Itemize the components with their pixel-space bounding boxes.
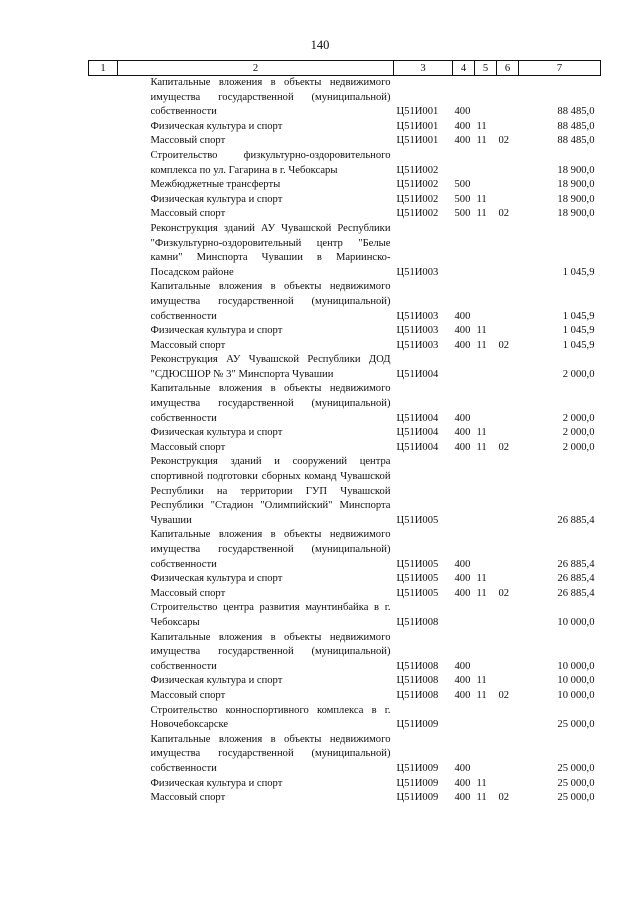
row-number-cell <box>89 733 118 777</box>
row-number-cell <box>89 382 118 426</box>
target-code-cell: Ц51И004 <box>396 412 439 424</box>
row-number-cell <box>89 280 118 324</box>
table-row <box>89 572 601 587</box>
section-cell <box>475 631 497 675</box>
row-number-cell <box>89 339 118 354</box>
item-name-cell: Капитальные вложения в объекты недвижимого имущества государственной (муниципальной) собственности <box>150 733 391 774</box>
item-name-cell: Физическая культура и спорт <box>150 325 283 337</box>
item-name-cell: Массовый спорт <box>150 792 226 804</box>
target-code-cell: Ц51И009 <box>396 762 439 774</box>
section-cell: 11 <box>476 587 487 599</box>
row-number-cell <box>89 178 118 193</box>
table-row <box>89 149 601 178</box>
section-cell: 11 <box>476 339 487 351</box>
item-name-cell: Строительство конноспортивного комплекса в г. Новочебоксарске <box>150 704 391 731</box>
row-number-cell <box>89 324 118 339</box>
subsection-cell <box>497 222 519 280</box>
expense-type-cell: 400 <box>454 310 471 322</box>
item-name-cell: Межбюджетные трансферты <box>150 179 281 191</box>
amount-cell: 10 000,0 <box>557 689 595 701</box>
expense-type-cell: 400 <box>454 675 471 687</box>
expense-type-cell <box>453 149 475 178</box>
table-row <box>89 441 601 456</box>
target-code-cell: Ц51И003 <box>396 325 439 337</box>
target-code-cell: Ц51И003 <box>396 339 439 351</box>
table-row <box>89 76 601 120</box>
subsection-cell <box>497 704 519 733</box>
section-cell <box>475 528 497 572</box>
expense-type-cell: 400 <box>454 325 471 337</box>
row-number-cell <box>89 674 118 689</box>
item-name-cell: Массовый спорт <box>150 441 226 453</box>
section-cell: 11 <box>476 135 487 147</box>
table-body <box>89 76 601 806</box>
amount-cell: 26 885,4 <box>557 558 595 570</box>
col-header-2: 2 <box>118 61 394 76</box>
amount-cell: 18 900,0 <box>557 208 595 220</box>
subsection-cell <box>497 353 519 382</box>
section-cell <box>475 704 497 733</box>
item-name-cell: Физическая культура и спорт <box>150 193 283 205</box>
expense-type-cell: 500 <box>454 179 471 191</box>
expense-type-cell: 400 <box>454 792 471 804</box>
section-cell <box>475 353 497 382</box>
amount-cell: 88 485,0 <box>557 120 595 132</box>
item-name-cell: Физическая культура и спорт <box>150 120 283 132</box>
subsection-cell <box>497 178 519 193</box>
row-number-cell <box>89 353 118 382</box>
target-code-cell: Ц51И004 <box>396 441 439 453</box>
subsection-cell <box>497 733 519 777</box>
table-row <box>89 631 601 675</box>
section-cell: 11 <box>476 120 487 132</box>
section-cell <box>475 733 497 777</box>
row-number-cell <box>89 134 118 149</box>
item-name-cell: Массовый спорт <box>150 587 226 599</box>
item-name-cell: Физическая культура и спорт <box>150 777 283 789</box>
item-name-cell: Строительство центра развития маунтинбайка в г. Чебоксары <box>150 602 391 628</box>
expense-type-cell: 400 <box>454 120 471 132</box>
row-number-cell <box>89 601 118 630</box>
item-name-cell: Капитальные вложения в объекты недвижимого имущества государственной (муниципальной) собственности <box>150 281 391 322</box>
amount-cell: 1 045,9 <box>562 339 595 351</box>
table-row <box>89 587 601 602</box>
expense-type-cell: 400 <box>454 339 471 351</box>
row-number-cell <box>89 704 118 733</box>
item-name-cell: Капитальные вложения в объекты недвижимого имущества государственной (муниципальной) собственности <box>150 631 391 672</box>
expense-type-cell: 400 <box>454 427 471 439</box>
target-code-cell: Ц51И004 <box>396 368 439 380</box>
amount-cell: 25 000,0 <box>557 719 595 731</box>
item-name-cell: Реконструкция зданий АУ Чувашской Республики "Физкультурно-оздоровительный центр "Белые камни" Минспорта Чувашии в Мариинско-Посадском районе <box>150 222 391 278</box>
expense-type-cell: 400 <box>454 106 471 118</box>
target-code-cell: Ц51И008 <box>396 689 439 701</box>
subsection-cell: 02 <box>498 339 510 351</box>
item-name-cell: Массовый спорт <box>150 339 226 351</box>
amount-cell: 1 045,9 <box>562 266 595 278</box>
section-cell <box>475 76 497 120</box>
expense-type-cell: 400 <box>454 412 471 424</box>
amount-cell: 2 000,0 <box>562 368 595 380</box>
table-row <box>89 777 601 792</box>
expense-type-cell: 500 <box>454 193 471 205</box>
target-code-cell: Ц51И002 <box>396 208 439 220</box>
col-header-3: 3 <box>394 61 453 76</box>
row-number-cell <box>89 426 118 441</box>
subsection-cell <box>497 120 519 135</box>
row-number-cell <box>89 222 118 280</box>
table-row <box>89 353 601 382</box>
table-row <box>89 222 601 280</box>
target-code-cell: Ц51И002 <box>396 179 439 191</box>
subsection-cell <box>497 572 519 587</box>
amount-cell: 25 000,0 <box>557 762 595 774</box>
amount-cell: 1 045,9 <box>562 325 595 337</box>
amount-cell: 2 000,0 <box>562 412 595 424</box>
table-row <box>89 207 601 222</box>
subsection-cell: 02 <box>498 441 510 453</box>
target-code-cell: Ц51И003 <box>396 266 439 278</box>
section-cell: 11 <box>476 193 487 205</box>
row-number-cell <box>89 631 118 675</box>
subsection-cell: 02 <box>498 792 510 804</box>
expense-type-cell <box>453 601 475 630</box>
table-row <box>89 791 601 806</box>
item-name-cell: Капитальные вложения в объекты недвижимого имущества государственной (муниципальной) собственности <box>150 383 391 424</box>
section-cell <box>475 178 497 193</box>
item-name-cell: Физическая культура и спорт <box>150 675 283 687</box>
section-cell: 11 <box>476 441 487 453</box>
expense-type-cell: 400 <box>454 135 471 147</box>
subsection-cell <box>497 426 519 441</box>
subsection-cell <box>497 76 519 120</box>
expense-type-cell: 400 <box>454 558 471 570</box>
item-name-cell: Массовый спорт <box>150 208 226 220</box>
section-cell: 11 <box>476 325 487 337</box>
section-cell <box>475 455 497 528</box>
table-row <box>89 339 601 354</box>
amount-cell: 1 045,9 <box>562 310 595 322</box>
expense-type-cell: 500 <box>454 208 471 220</box>
row-number-cell <box>89 572 118 587</box>
section-cell: 11 <box>476 573 487 585</box>
amount-cell: 25 000,0 <box>557 777 595 789</box>
target-code-cell: Ц51И009 <box>396 777 439 789</box>
row-number-cell <box>89 441 118 456</box>
expense-type-cell: 400 <box>454 777 471 789</box>
target-code-cell: Ц51И008 <box>396 675 439 687</box>
target-code-cell: Ц51И005 <box>396 573 439 585</box>
expense-type-cell: 400 <box>454 660 471 672</box>
subsection-cell <box>497 777 519 792</box>
section-cell <box>475 149 497 178</box>
target-code-cell: Ц51И002 <box>396 164 439 176</box>
section-cell <box>475 280 497 324</box>
subsection-cell <box>497 382 519 426</box>
amount-cell: 18 900,0 <box>557 164 595 176</box>
subsection-cell: 02 <box>498 208 510 220</box>
header-row <box>89 61 601 76</box>
item-name-cell: Строительство физкультурно-оздоровительного комплекса по ул. Гагарина в г. Чебоксары <box>150 149 391 176</box>
table-row <box>89 193 601 208</box>
amount-cell: 18 900,0 <box>557 179 595 191</box>
amount-cell: 88 485,0 <box>557 106 595 118</box>
table-row <box>89 689 601 704</box>
item-name-cell: Массовый спорт <box>150 689 226 701</box>
expense-type-cell <box>453 353 475 382</box>
table-row <box>89 134 601 149</box>
subsection-cell: 02 <box>498 135 510 147</box>
amount-cell: 26 885,4 <box>557 587 595 599</box>
section-cell <box>475 601 497 630</box>
target-code-cell: Ц51И002 <box>396 193 439 205</box>
amount-cell: 2 000,0 <box>562 427 595 439</box>
table-row <box>89 733 601 777</box>
table-row <box>89 382 601 426</box>
section-cell: 11 <box>476 675 487 687</box>
target-code-cell: Ц51И009 <box>396 719 439 731</box>
col-header-7: 7 <box>519 61 601 76</box>
target-code-cell: Ц51И005 <box>396 587 439 599</box>
col-header-1: 1 <box>89 61 118 76</box>
row-number-cell <box>89 193 118 208</box>
table-row <box>89 455 601 528</box>
subsection-cell <box>497 280 519 324</box>
target-code-cell: Ц51И001 <box>396 120 439 132</box>
expense-type-cell <box>453 704 475 733</box>
page-number: 140 <box>310 38 330 52</box>
table-row <box>89 674 601 689</box>
item-name-cell: Капитальные вложения в объекты недвижимого имущества государственной (муниципальной) собственности <box>150 529 391 570</box>
amount-cell: 25 000,0 <box>557 792 595 804</box>
table-row <box>89 426 601 441</box>
subsection-cell: 02 <box>498 689 510 701</box>
target-code-cell: Ц51И005 <box>396 558 439 570</box>
target-code-cell: Ц51И008 <box>396 660 439 672</box>
col-header-4: 4 <box>453 61 475 76</box>
row-number-cell <box>89 528 118 572</box>
table-row <box>89 528 601 572</box>
col-header-6: 6 <box>497 61 519 76</box>
row-number-cell <box>89 587 118 602</box>
target-code-cell: Ц51И001 <box>396 135 439 147</box>
table-row <box>89 601 601 630</box>
col-header-5: 5 <box>475 61 497 76</box>
row-number-cell <box>89 207 118 222</box>
subsection-cell <box>497 631 519 675</box>
target-code-cell: Ц51И009 <box>396 792 439 804</box>
amount-cell: 26 885,4 <box>557 514 595 526</box>
expense-type-cell: 400 <box>454 587 471 599</box>
row-number-cell <box>89 76 118 120</box>
subsection-cell <box>497 149 519 178</box>
item-name-cell: Реконструкция зданий и сооружений центра спортивной подготовки сборных команд Чувашской Республики на территории ГУП Чувашской Республики "Стадион "Олимпийский" Минспорта Чувашии <box>150 456 391 526</box>
amount-cell: 88 485,0 <box>557 135 595 147</box>
item-name-cell: Капитальные вложения в объекты недвижимого имущества государственной (муниципальной) собственности <box>150 77 391 118</box>
amount-cell: 26 885,4 <box>557 573 595 585</box>
amount-cell: 10 000,0 <box>557 675 595 687</box>
subsection-cell <box>497 528 519 572</box>
section-cell: 11 <box>476 792 487 804</box>
row-number-cell <box>89 455 118 528</box>
section-cell: 11 <box>476 208 487 220</box>
subsection-cell <box>497 455 519 528</box>
subsection-cell <box>497 324 519 339</box>
target-code-cell: Ц51И008 <box>396 616 439 628</box>
target-code-cell: Ц51И004 <box>396 427 439 439</box>
item-name-cell: Физическая культура и спорт <box>150 573 283 585</box>
subsection-cell: 02 <box>498 587 510 599</box>
expense-type-cell <box>453 222 475 280</box>
row-number-cell <box>89 791 118 806</box>
section-cell: 11 <box>476 689 487 701</box>
table-row <box>89 704 601 733</box>
expense-type-cell: 400 <box>454 573 471 585</box>
section-cell <box>475 222 497 280</box>
table-row <box>89 120 601 135</box>
section-cell: 11 <box>476 777 487 789</box>
section-cell <box>475 382 497 426</box>
item-name-cell: Реконструкция АУ Чувашской Республики ДОД "СДЮСШОР № 3" Минспорта Чувашии <box>150 354 391 380</box>
subsection-cell <box>497 193 519 208</box>
table-row <box>89 280 601 324</box>
expense-type-cell: 400 <box>454 441 471 453</box>
amount-cell: 10 000,0 <box>557 616 595 628</box>
budget-table <box>88 60 601 806</box>
row-number-cell <box>89 689 118 704</box>
amount-cell: 18 900,0 <box>557 193 595 205</box>
expense-type-cell: 400 <box>454 762 471 774</box>
expense-type-cell <box>453 455 475 528</box>
row-number-cell <box>89 777 118 792</box>
subsection-cell <box>497 674 519 689</box>
item-name-cell: Массовый спорт <box>150 135 226 147</box>
item-name-cell: Физическая культура и спорт <box>150 427 283 439</box>
target-code-cell: Ц51И001 <box>396 106 439 118</box>
amount-cell: 2 000,0 <box>562 441 595 453</box>
target-code-cell: Ц51И003 <box>396 310 439 322</box>
subsection-cell <box>497 601 519 630</box>
row-number-cell <box>89 120 118 135</box>
section-cell: 11 <box>476 427 487 439</box>
table-row <box>89 324 601 339</box>
row-number-cell <box>89 149 118 178</box>
amount-cell: 10 000,0 <box>557 660 595 672</box>
table-row <box>89 178 601 193</box>
target-code-cell: Ц51И005 <box>396 514 439 526</box>
expense-type-cell: 400 <box>454 689 471 701</box>
